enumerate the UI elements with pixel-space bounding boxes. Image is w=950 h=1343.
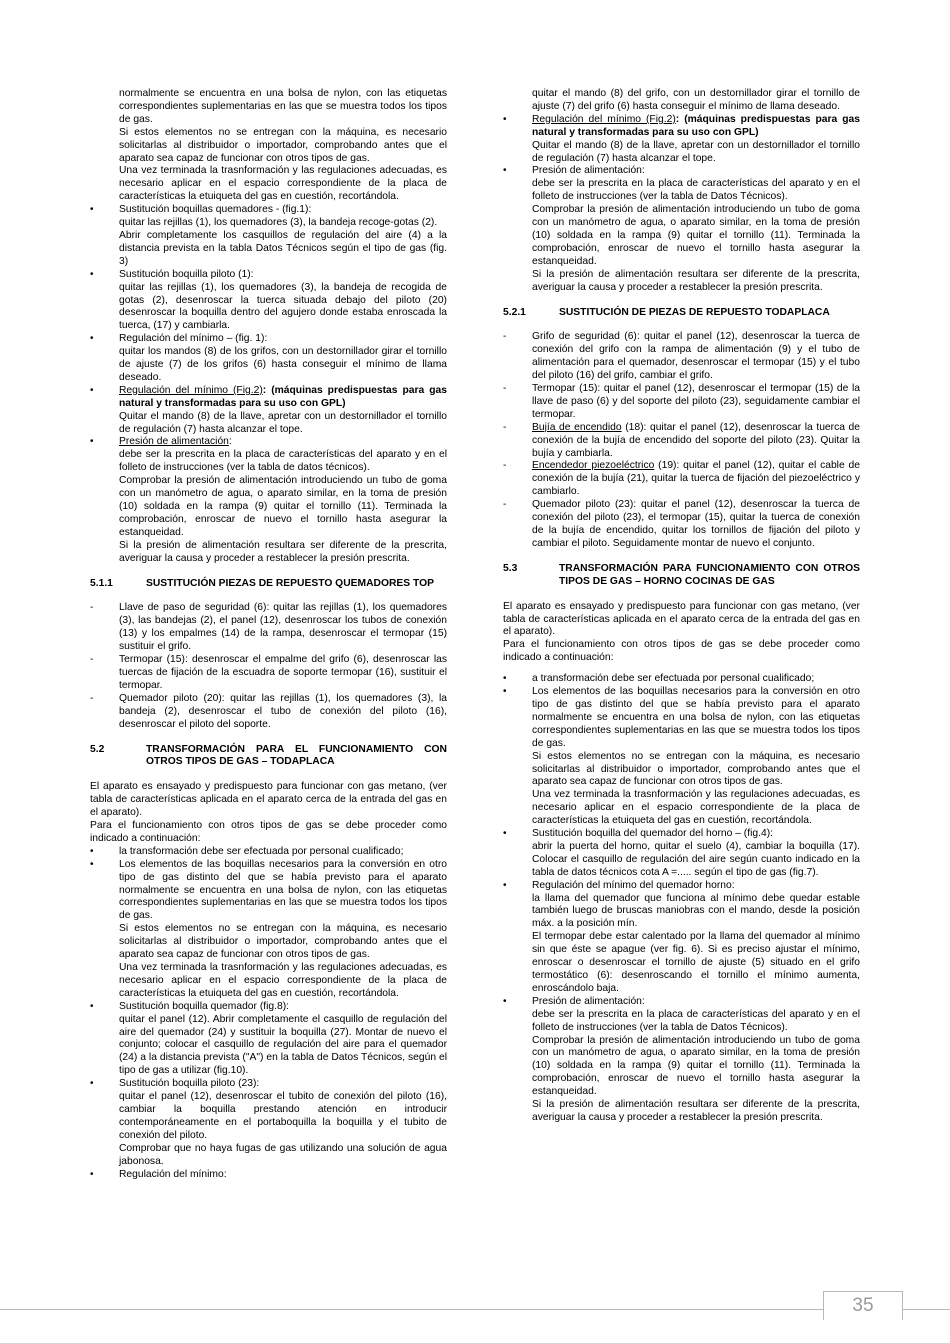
item-title bbox=[532, 114, 860, 140]
section-title: TRANSFORMACIÓN PARA EL FUNCIONAMIENTO CON OTROS TIPOS DE GAS – TODAPLACA bbox=[146, 743, 447, 768]
section-heading bbox=[90, 578, 447, 591]
list-item bbox=[503, 686, 860, 828]
item-text: quitar los mandos (8) de los grifos, con un destornillador girar el tornillo de ajuste (7) de los grifos (6) hasta conseguir el mínimo de llama deseado. bbox=[119, 346, 447, 383]
paragraph: El aparato es ensayado y predispuesto para funcionar con gas metano, (ver tabla de características aplicada en el aparato cerca de la entrada del gas en el aparato). bbox=[90, 781, 447, 819]
item-title: • Presión de alimentación: bbox=[532, 995, 645, 1007]
bullet-list bbox=[503, 673, 860, 1125]
list-item: - Quemador piloto (23): quitar el panel (12), desenroscar la tuerca de conexión del piloto (23), el termopar (15), quitar la tuerca de conexión de la bujía de encendido, quitar los tornillos de fijación del piloto y cambiar el piloto. Seguidamente montar de nuevo el conjunto. bbox=[503, 499, 860, 551]
list-item bbox=[503, 673, 860, 686]
underlined-title: Regulación del mínimo (Fig.2) bbox=[119, 384, 263, 396]
item-text: Quitar el mando (8) de la llave, apretar con un destornillador el tornillo de regulación (7) hasta alcanzar el tope. bbox=[119, 410, 447, 435]
bold-note: : (máquinas predispuestas para gas natural y transformadas para su uso con GPL) bbox=[119, 384, 447, 409]
list-item bbox=[90, 436, 447, 565]
item-title: • Presión de alimentación: bbox=[532, 165, 645, 177]
underlined-title: Regulación del mínimo (Fig.2) bbox=[532, 113, 676, 125]
list-item bbox=[90, 859, 447, 1001]
item-text: quitar el panel (12). Abrir completamente el casquillo de regulación del aire del quemador (24) y sustituir la boquilla (27). Montar de nuevo el conjunto; colocar el casquillo de regulación del aire para el quemador (24) a la distancia prevista ("A") en la tabla de Datos Técnicos, según el tipo de gas a utilizar (fig.10). bbox=[119, 1013, 447, 1077]
section-heading bbox=[503, 307, 860, 320]
list-item: - Llave de paso de seguridad (6): quitar las rejillas (1), los quemadores (3), las bandejas (2), el panel (12), desenroscar los tubos de conexión (13) y los empalmes (14) de la rampa, desenroscar el termopar (15) sustituir el grifo. bbox=[90, 602, 447, 654]
paragraph: Una vez terminada la trasnformación y las regulaciones adecuadas, es necesario aplicar en el espacio correspondiente de la placa de características la etuiqueta del gas en cuestión, recortándola. bbox=[119, 165, 447, 203]
item-title: • Sustitución boquilla piloto (1): bbox=[119, 268, 254, 280]
dash-list bbox=[503, 331, 860, 550]
paragraph: Si estos elementos no se entregan con la máquina, es necesario solicitarlas al distribuidor o importador, comprobando antes que el aparato sea capaz de funcionar con otros tipos de gas. bbox=[119, 126, 447, 164]
list-item bbox=[90, 385, 447, 437]
item-text: • Los elementos de las boquillas necesarios para la conversión en otro tipo de gas distinto del que se había previsto para el aparato normalmente se encuentra en una bolsa de nylon, con las etiquetas correspondientes suplementarias en las que se muestra todos los tipos de gas. bbox=[119, 858, 447, 922]
paragraph: quitar el mando (8) del grifo, con un destornillador girar el tornillo de ajuste (7) del grifo (6) hasta conseguir el mínimo de llama deseado. bbox=[532, 88, 860, 112]
item-title: • Sustitución boquillas quemadores - (fig.1): bbox=[119, 204, 312, 216]
list-item bbox=[503, 114, 860, 166]
section-title: SUSTITUCIÓN DE PIEZAS DE REPUESTO TODAPLACA bbox=[559, 306, 830, 318]
paragraph: Para el funcionamiento con otros tipos de gas se debe proceder como indicado a continuación: bbox=[90, 820, 447, 844]
list-item bbox=[503, 460, 860, 499]
item-text: • Los elementos de las boquillas necesarios para la conversión en otro tipo de gas distinto del que se había previsto para el aparato normalmente se encuentra en una bolsa de nylon, con las etiquetas correspondientes suplementarias en las que se muestra todos los tipos de gas. bbox=[532, 686, 860, 749]
item-title bbox=[119, 385, 447, 411]
item-text: debe ser la prescrita en la placa de características del aparato y en el folleto de instrucciones (ver la tabla de Datos Técnicos). bbox=[532, 1008, 860, 1033]
item-title: • Regulación del mínimo – (fig. 1): bbox=[119, 333, 268, 345]
section-number: 5.3 bbox=[503, 562, 518, 574]
list-item bbox=[90, 1001, 447, 1078]
item-text: Comprobar que no haya fugas de gas utilizando una solución de agua jabonosa. bbox=[119, 1142, 447, 1167]
paragraph: Para el funcionamiento con otros tipos de gas se debe proceder como indicado a continuación: bbox=[503, 639, 860, 664]
item-text: debe ser la prescrita en la placa de características del aparato y en el folleto de instrucciones (ver la tabla de Datos Técnicos). bbox=[532, 178, 860, 203]
section-number: 5.2.1 bbox=[503, 306, 526, 318]
item-text: Si la presión de alimentación resultara ser diferente de la prescrita, averiguar la causa y proceder a restablecer la presión prescrita. bbox=[532, 1099, 860, 1123]
item-title: • Sustitución boquilla quemador (fig.8): bbox=[119, 1000, 289, 1012]
section-heading bbox=[503, 563, 860, 589]
bold-note: : (máquinas predispuestas para gas natural y transformadas para su uso con GPL) bbox=[532, 113, 860, 138]
item-text: quitar el panel (12), desenroscar el tubito de conexión del piloto (16), cambiar la boquilla prestando atención en introducir contemporáneamente en el portaboquilla la boquilla y el tubito de conexión del piloto. bbox=[119, 1091, 447, 1141]
footer-rule bbox=[0, 1309, 950, 1310]
section-heading bbox=[90, 744, 447, 770]
item-text: Si estos elementos no se entregan con la máquina, es necesario solicitarlas al distribuidor o importador, comprobando antes que el aparato sea capaz de funcionar con otros tipos de gas. bbox=[119, 923, 447, 961]
item-title: • Sustitución boquilla piloto (23): bbox=[119, 1078, 260, 1090]
list-item: - Termopar (15): quitar el panel (12), desenroscar el termopar (15) de la llave de paso (6) y del soporte del piloto (23), seguidamente cambiar el termopar. bbox=[503, 383, 860, 422]
list-item bbox=[503, 880, 860, 996]
section-title: SUSTITUCIÓN PIEZAS DE REPUESTO QUEMADORES TOP bbox=[146, 577, 434, 589]
underlined-term: Bujía de encendido bbox=[532, 421, 622, 433]
list-item: - Quemador piloto (20): quitar las rejillas (1), los quemadores (3), la bandeja (2), desenroscar el tubo de conexión del piloto (16), desenroscar el piloto del soporte. bbox=[90, 693, 447, 732]
item-text: Quitar el mando (8) de la llave, apretar con un destornillador el tornillo de regulación (7) hasta alcanzar el tope. bbox=[532, 139, 860, 164]
list-item bbox=[90, 846, 447, 859]
list-item bbox=[90, 333, 447, 385]
list-item: - Grifo de seguridad (6): quitar el panel (12), desenroscar la tuerca de conexión del grifo con la rampa de alimentación (9) y el tubo de alimentación para el quemador, desenroscar el termopar (15) y el tubo del piloto (16) del grifo, cambiar el grifo. bbox=[503, 331, 860, 383]
item-text: (18): quitar el panel (12), desenroscar la tuerca de conexión de la bujía de encendido del soporte del piloto (23). Quitar la bujía y cambiarla. bbox=[532, 421, 860, 459]
item-text: abrir la puerta del horno, quitar el suelo (4), cambiar la boquilla (17). Colocar el casquillo de regulación del aire según cuanto indicado en la tabla de datos técnicos cota A =..... según el tipo de gas (fig.7). bbox=[532, 840, 860, 878]
item-text: Una vez terminada la trasnformación y las regulaciones adecuadas, es necesario aplicar en el espacio correspondiente de la placa de características la etuiqueta del gas en cuestión, recortándola. bbox=[532, 789, 860, 827]
item-text: Comprobar la presión de alimentación introduciendo un tubo de goma con un manómetro de agua, o aparato similar, en la toma de presión (10) soldada en la rampa (9) quitar el tornillo (11). Terminada la comprobación, enroscar de nuevo el tornillo hasta asegurar la estanqueidad. bbox=[532, 204, 860, 267]
list-item bbox=[90, 204, 447, 269]
item-title: • Regulación del mínimo del quemador horno: bbox=[532, 879, 735, 891]
item-text: la llama del quemador que funciona al mínimo debe quedar estable también luego de bruscas maniobras con el mando, desde la posición máx. a la posición mín. bbox=[532, 892, 860, 930]
bullet-list bbox=[503, 114, 860, 295]
item-text: quitar las rejillas (1), los quemadores (3), la bandeja de recogida de gotas (2), desenroscar la tuerca situada debajo del piloto (20) desenroscar la boquilla dentro del agujero donde estaba enroscada la tuerca, (17) y cambiarla. bbox=[119, 281, 447, 332]
paragraph: El aparato es ensayado y predispuesto para funcionar con gas metano, (ver tabla de características aplicada en el aparato cerca de la entrada del gas en el aparato). bbox=[503, 600, 860, 638]
paragraph: normalmente se encuentra en una bolsa de nylon, con las etiquetas correspondientes suplementarias en las que se muestra todos los tipos de gas. bbox=[119, 88, 447, 125]
section-number: 5.2 bbox=[90, 743, 105, 755]
list-item bbox=[503, 422, 860, 461]
section-number: 5.1.1 bbox=[90, 577, 113, 589]
list-item bbox=[503, 996, 860, 1125]
item-text: Comprobar la presión de alimentación introduciendo un tubo de goma con un manómetro de agua, o aparato similar, en la toma de presión (10) soldada en la rampa (9) quitar el tornillo (11). Terminada la comprobación, enroscar de nuevo el tornillo hasta asegurar la estanqueidad. bbox=[532, 1034, 860, 1098]
item-text: debe ser la prescrita en la placa de características del aparato y en el folleto de instrucciones (ver la tabla de datos técnicos). bbox=[119, 449, 447, 474]
item-title: • Regulación del mínimo: bbox=[119, 1168, 227, 1180]
item-text: • a transformación debe ser efectuada por personal cualificado; bbox=[532, 673, 815, 685]
section-title: TRANSFORMACIÓN PARA FUNCIONAMIENTO CON OTROS TIPOS DE GAS – HORNO COCINAS DE GAS bbox=[559, 562, 860, 587]
underlined-term: Encendedor piezoeléctrico bbox=[532, 460, 655, 472]
list-item bbox=[503, 165, 860, 294]
dash-list bbox=[90, 602, 447, 731]
item-title: • Presión de alimentación: bbox=[119, 436, 232, 448]
bullet-list bbox=[90, 846, 447, 1182]
item-title: • Sustitución boquilla del quemador del horno – (fig.4): bbox=[532, 828, 773, 840]
item-text: (19): quitar el panel (12), quitar el cable de conexión de la bujía (21), quitar la tuerca de fijación del piezoeléctrico y cambiarlo. bbox=[532, 460, 860, 498]
item-text: Comprobar la presión de alimentación introduciendo un tubo de goma con un manómetro de agua, o aparato similar, en la toma de presión (10) soldada en la rampa (9) quitar el tornillo (11). Terminada la comprobación, enroscar de nuevo el tornillo hasta asegurar la estanqueidad. bbox=[119, 475, 447, 538]
item-text: Si la presión de alimentación resultara ser diferente de la prescrita, averiguar la causa y proceder a restablecer la presión prescrita. bbox=[119, 539, 447, 564]
item-text: Si estos elementos no se entregan con la máquina, es necesario solicitarlas al distribuidor o importador, comprobando antes que el aparato sea capaz de funcionar con otros tipos de gas. bbox=[532, 750, 860, 788]
list-item bbox=[90, 1078, 447, 1168]
right-column bbox=[503, 88, 860, 1125]
item-text: Si la presión de alimentación resultara ser diferente de la prescrita, averiguar la causa y proceder a restablecer la presión prescrita. bbox=[532, 268, 860, 293]
underlined-title: Presión de alimentación bbox=[119, 436, 229, 448]
bullet-list bbox=[90, 204, 447, 565]
item-text: • la transformación debe ser efectuada por personal cualificado; bbox=[119, 845, 404, 857]
list-item bbox=[90, 1169, 447, 1182]
left-column bbox=[90, 88, 447, 1181]
list-item bbox=[90, 269, 447, 334]
item-text: El termopar debe estar calentado por la llama del quemador al mínimo sin que éste se apague (ver fig. 6). Si es preciso ajustar el mínimo, enroscar o desenroscar el tornillo de ajuste (5) situado en el grifo termostático (6): desenroscando el tornillo el mínimo aumenta, enroscándolo baja. bbox=[532, 931, 860, 994]
item-text: Una vez terminada la trasnformación y las regulaciones adecuadas, es necesario aplicar en el espacio correspondiente de la placa de características la etuiqueta del gas en cuestión, recortándola. bbox=[119, 962, 447, 999]
item-text: Abrir completamente los casquillos de regulación del aire (4) a la distancia prevista en la tabla Datos Técnicos según el tipo de gas (fig. 3) bbox=[119, 229, 447, 267]
item-text: quitar las rejillas (1), los quemadores (3), la bandeja recoge-gotas (2). bbox=[119, 217, 438, 229]
list-item bbox=[503, 828, 860, 880]
page-number-box bbox=[823, 1291, 903, 1320]
list-item: - Termopar (15): desenroscar el empalme del grifo (6), desenroscar las tuercas de fijación de la escuadra de soporte termopar (16), sustituir el termopar. bbox=[90, 654, 447, 693]
page-number: 35 bbox=[852, 1295, 874, 1316]
